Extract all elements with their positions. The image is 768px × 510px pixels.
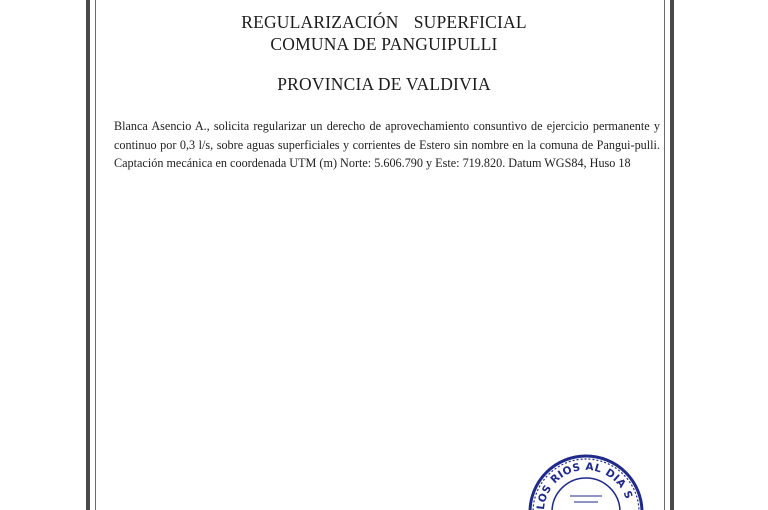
province-heading: PROVINCIA DE VALDIVIA xyxy=(277,74,491,94)
title-comuna: COMUNA DE PANGUIPULLI xyxy=(270,34,498,54)
notice-paragraph: Blanca Asencio A., solicita regularizar un derecho de aprovechamiento consuntivo de ejercicio permanente y continuo por 0,3 l/s, sobre aguas superficiales y corrientes de Estero sin nombre en la comuna de Pangui-pulli. Captación mecánica en coordenada UTM (m) Norte: 5.606.790 y Este: 719.820. Datum WGS84, Huso 18 xyxy=(114,119,660,170)
svg-text:LOS RIOS AL DIA S: LOS RIOS AL DIA S xyxy=(534,460,635,510)
official-stamp-seal xyxy=(526,452,646,510)
title-regularizacion: REGULARIZACIÓN SUPERFICIAL xyxy=(241,12,527,32)
